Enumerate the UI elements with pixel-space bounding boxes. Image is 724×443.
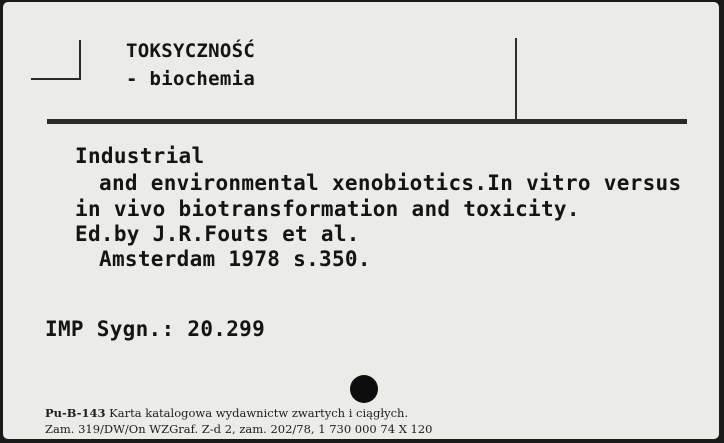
subject-subheading: - biochemia — [126, 68, 256, 90]
entry-line: in vivo biotransformation and toxicity. — [75, 197, 580, 221]
vertical-divider — [515, 38, 517, 124]
punch-hole — [350, 375, 378, 403]
form-description: Karta katalogowa wydawnictw zwartych i ciągłych. — [109, 406, 409, 420]
call-number: IMP Sygn.: 20.299 — [45, 317, 266, 341]
subject-heading: TOKSYCZNOŚĆ — [126, 40, 256, 62]
entry-line: Industrial — [75, 144, 205, 168]
entry-line: and environmental xenobiotics.In vitro versus — [99, 171, 682, 195]
footer-line-1 — [45, 406, 408, 420]
form-code: Pu-B-143 — [45, 406, 106, 420]
footer-line-2: Zam. 319/DW/On WZGraf. Z-d 2, zam. 202/78, 1 730 000 74 X 120 — [45, 422, 433, 436]
horizontal-divider — [47, 119, 687, 124]
entry-line: Ed.by J.R.Fouts et al. — [75, 222, 360, 246]
catalog-card — [3, 2, 719, 439]
entry-line: Amsterdam 1978 s.350. — [99, 247, 371, 271]
corner-bracket — [31, 40, 81, 80]
